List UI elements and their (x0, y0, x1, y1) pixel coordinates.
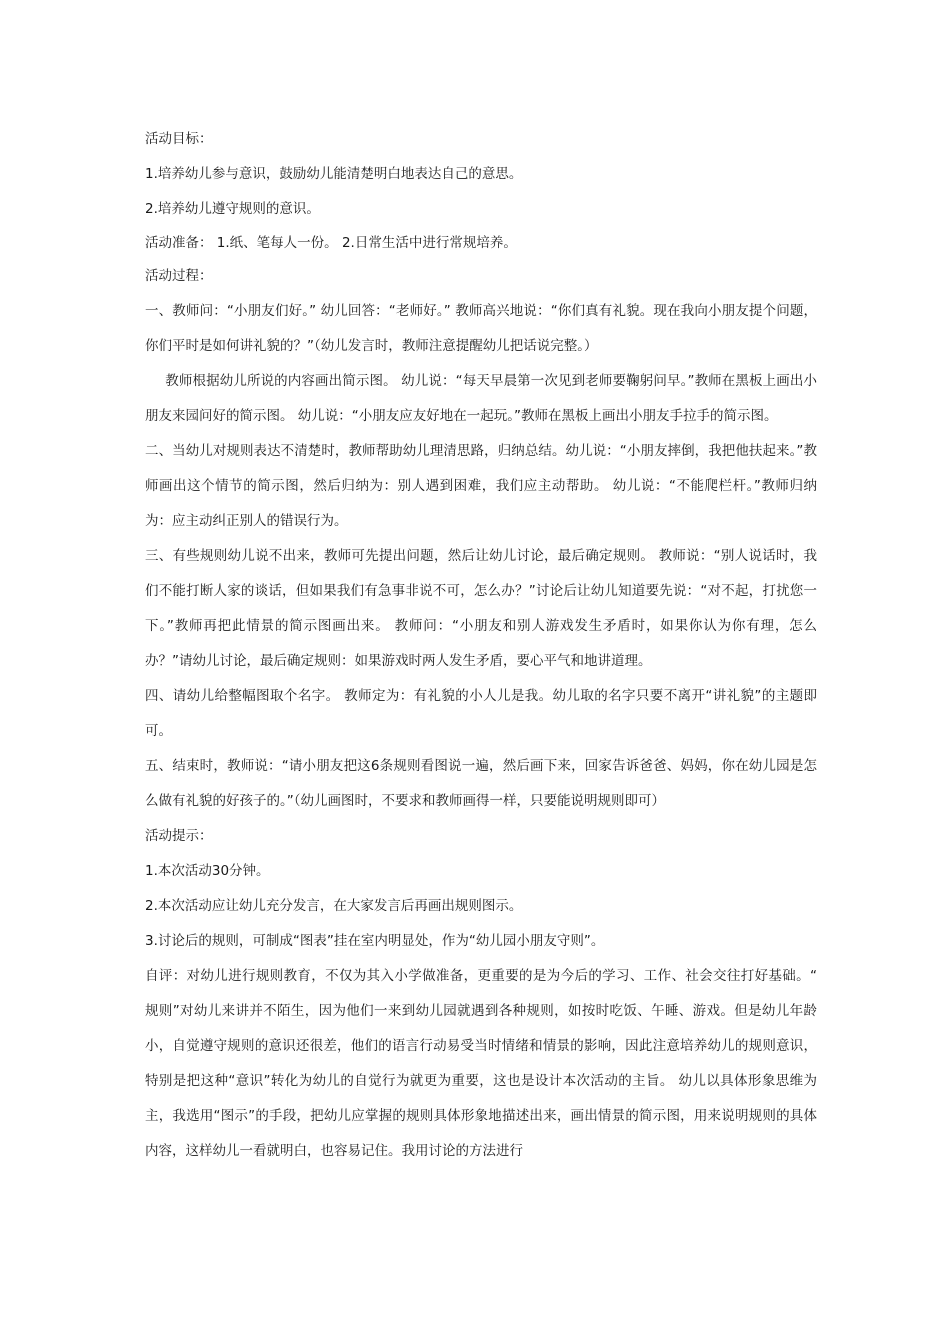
process-step-4: 四、请幼儿给整幅图取个名字。 教师定为：有礼貌的小人儿是我。幼儿取的名字只要不离开“讲礼貌”的主题即可。 (145, 688, 817, 739)
document-body (145, 122, 817, 1169)
tip-item-1: 1.本次活动30分钟。 (145, 863, 270, 879)
process-step-3: 三、有些规则幼儿说不出来，教师可先提出问题，然后让幼儿讨论，最后确定规则。 教师说：“别人说话时，我们不能打断人家的谈话，但如果我们有急事非说不可，怎么办？”讨论后让幼儿知道要先说：“对不起，打扰您一下。”教师再把此情景的简示图画出来。 教师问：“小朋友和别人游戏发生矛盾时，如果你认为你有理，怎么办？”请幼儿讨论，最后确定规则：如果游戏时两人发生矛盾，要心平气和地讲道理。 (145, 548, 817, 669)
preparation-line: 活动准备： 1.纸、笔每人一份。 2.日常生活中进行常规培养。 (145, 235, 517, 251)
process-step-2: 二、当幼儿对规则表达不清楚时，教师帮助幼儿理清思路，归纳总结。幼儿说：“小朋友摔倒，我把他扶起来。”教师画出这个情节的简示图，然后归纳为：别人遇到困难，我们应主动帮助。 幼儿说：“不能爬栏杆。”教师归纳为：应主动纠正别人的错误行为。 (145, 443, 817, 529)
process-step-1: 一、教师问：“小朋友们好。” 幼儿回答：“老师好。” 教师高兴地说：“你们真有礼貌。现在我向小朋友提个问题，你们平时是如何讲礼貌的？”（幼儿发言时，教师注意提醒幼儿把话说完整。） (145, 303, 817, 354)
process-step-5: 五、结束时，教师说：“请小朋友把这6条规则看图说一遍，然后画下来，回家告诉爸爸、妈妈，你在幼儿园是怎么做有礼貌的好孩子的。”（幼儿画图时，不要求和教师画得一样，只要能说明规则即可） (145, 758, 817, 809)
process-heading: 活动过程： (145, 268, 213, 284)
tip-item-2: 2.本次活动应让幼儿充分发言，在大家发言后再画出规则图示。 (145, 898, 523, 914)
process-step-1-continued: 教师根据幼儿所说的内容画出简示图。 幼儿说：“每天早晨第一次见到老师要鞠躬问早。”教师在黑板上画出小朋友来园问好的简示图。 幼儿说：“小朋友应友好地在一起玩。”教师在黑板上画出小朋友手拉手的简示图。 (145, 373, 817, 424)
self-review: 自评：对幼儿进行规则教育，不仅为其入小学做准备，更重要的是为今后的学习、工作、社会交往打好基础。“ 规则”对幼儿来讲并不陌生，因为他们一来到幼儿园就遇到各种规则，如按时吃饭、午睡、游戏。但是幼儿年龄小，自觉遵守规则的意识还很差，他们的语言行动易受当时情绪和情景的影响，因此注意培养幼儿的规则意识，特别是把这种“意识”转化为幼儿的自觉行为就更为重要，这也是设计本次活动的主旨。 幼儿以具体形象思维为主，我选用“图示”的手段，把幼儿应掌握的规则具体形象地描述出来，画出情景的简示图，用来说明规则的具体内容，这样幼儿一看就明白，也容易记住。我用讨论的方法进行 (145, 968, 817, 1159)
goal-item-1: 1.培养幼儿参与意识，鼓励幼儿能清楚明白地表达自己的意思。 (145, 166, 523, 182)
goal-heading: 活动目标： (145, 131, 213, 147)
goal-item-2: 2.培养幼儿遵守规则的意识。 (145, 201, 320, 217)
tips-heading: 活动提示： (145, 828, 213, 844)
tip-item-3: 3.讨论后的规则，可制成“图表”挂在室内明显处，作为“幼儿园小朋友守则”。 (145, 933, 605, 949)
